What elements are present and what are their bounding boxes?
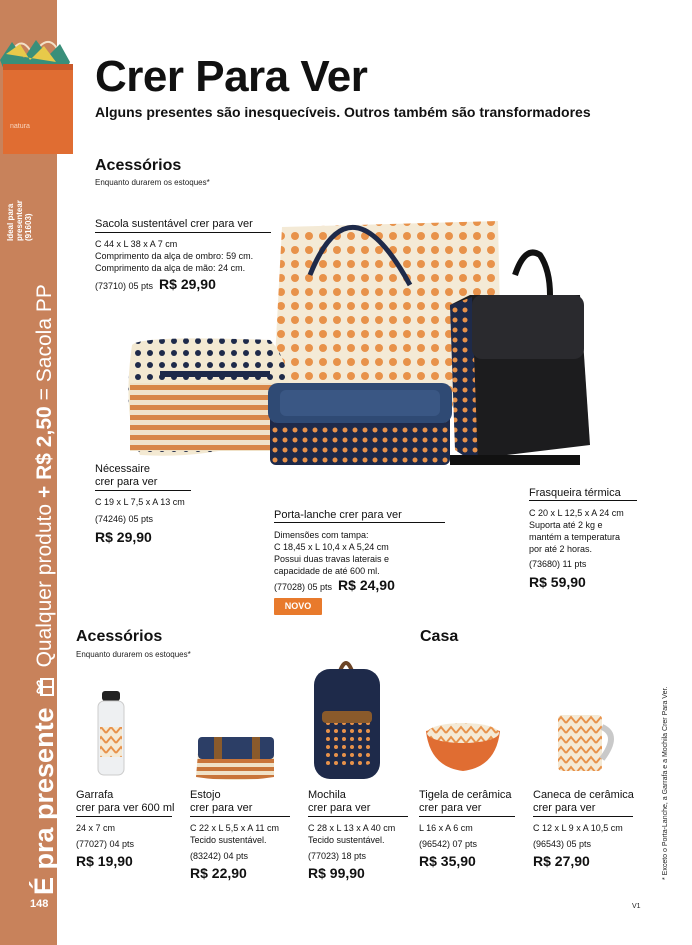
name-line: crer para ver <box>190 802 253 814</box>
product-name-garrafa <box>76 789 174 815</box>
detail-line: Tecido sustentável. <box>308 835 385 845</box>
product-pricing-porta-lanche <box>274 577 395 593</box>
product-name-mochila <box>308 789 370 815</box>
divider <box>76 816 172 817</box>
ideal-note <box>6 200 33 241</box>
section-title-acessorios: Acessórios <box>95 157 182 174</box>
divider <box>308 816 408 817</box>
detail-line: C 22 x L 5,5 x A 11 cm <box>190 823 280 833</box>
product-name-estojo <box>190 789 252 815</box>
product-price: R$ 29,90 <box>159 276 216 292</box>
product-price: R$ 22,90 <box>190 865 247 881</box>
detail-line: C 28 x L 13 x A 40 cm <box>308 823 396 833</box>
bottom-products-image <box>76 655 636 785</box>
product-price: R$ 27,90 <box>533 853 590 869</box>
detail-line: por até 2 horas. <box>529 544 593 554</box>
detail-line: C 44 x L 38 x A 7 cm <box>95 239 178 249</box>
name-line: Caneca de cerâmica <box>533 789 634 801</box>
divider <box>95 490 191 491</box>
name-line: crer para ver <box>419 802 482 814</box>
section-title-casa: Casa <box>420 628 459 645</box>
product-code: (96543) 05 pts <box>533 839 592 849</box>
banner-prefix: É pra presente <box>29 707 59 895</box>
product-detail: C 19 x L 7,5 x A 13 cm <box>95 497 185 507</box>
divider <box>529 500 637 501</box>
product-code: (77028) 05 pts <box>274 582 333 592</box>
version-label: V1 <box>632 903 641 910</box>
detail-line: Possui duas travas laterais e <box>274 554 390 564</box>
detail-line: Suporta até 2 kg e <box>529 520 603 530</box>
detail-line: Tecido sustentável. <box>190 835 267 845</box>
divider <box>190 816 290 817</box>
name-line: Mochila <box>308 789 346 801</box>
product-details-estojo <box>190 822 279 846</box>
product-price: R$ 99,90 <box>308 865 365 881</box>
detail-line: C 18,45 x L 10,4 x A 5,24 cm <box>274 542 389 552</box>
detail-line: Comprimento da alça de ombro: 59 cm. <box>95 251 254 261</box>
name-line: Nécessaire <box>95 463 151 475</box>
gift-bag-image <box>0 40 73 158</box>
product-name-porta-lanche: Porta-lanche crer para ver <box>274 509 402 521</box>
name-line: crer para ver <box>308 802 371 814</box>
detail-line: Comprimento da alça de mão: 24 cm. <box>95 263 246 273</box>
detail-line: C 20 x L 12,5 x A 24 cm <box>529 508 624 518</box>
banner-suffix: = Sacola PP <box>32 284 56 401</box>
product-details-sacola <box>95 238 253 274</box>
detail-line: mantém a temperatura <box>529 532 621 542</box>
section-note-2: Enquanto durarem os estoques* <box>76 650 191 659</box>
product-code: (83242) 04 pts <box>190 851 249 861</box>
product-detail: C 12 x L 9 x A 10,5 cm <box>533 823 623 833</box>
product-detail: 24 x 7 cm <box>76 823 116 833</box>
vertical-banner <box>29 284 60 895</box>
divider <box>274 522 445 523</box>
banner-price: + R$ 2,50 <box>32 406 56 498</box>
product-price: R$ 24,90 <box>338 577 395 593</box>
product-code: (77027) 04 pts <box>76 839 135 849</box>
product-code: (73710) 05 pts <box>95 281 154 291</box>
detail-line: capacidade de até 600 ml. <box>274 566 380 576</box>
product-details-porta-lanche <box>274 529 389 577</box>
page-title: Crer Para Ver <box>95 52 368 101</box>
name-line: Tigela de cerâmica <box>419 789 512 801</box>
name-line: crer para ver <box>533 802 596 814</box>
product-details-mochila <box>308 822 395 846</box>
name-line: Garrafa <box>76 789 114 801</box>
footer-disclaimer: * Exceto o Porta-Lanche, a Garrafa e a Mochila Crer Para Ver. <box>662 686 669 880</box>
product-name-necessaire <box>95 463 157 489</box>
banner-main: Qualquer produto <box>32 503 56 668</box>
name-line: crer para ver 600 ml <box>76 802 175 814</box>
product-price: R$ 59,90 <box>529 574 586 590</box>
product-name-frasqueira: Frasqueira térmica <box>529 487 621 499</box>
product-name-tigela <box>419 789 512 815</box>
section-note: Enquanto durarem os estoques* <box>95 178 210 187</box>
product-name-sacola: Sacola sustentável crer para ver <box>95 218 253 230</box>
detail-line: Dimensões com tampa: <box>274 530 369 540</box>
product-pricing-sacola <box>95 276 216 292</box>
divider <box>533 816 633 817</box>
ideal-line3: (91603) <box>24 213 33 241</box>
sidebar-band <box>0 0 57 945</box>
name-line: crer para ver <box>95 476 158 488</box>
product-price: R$ 35,90 <box>419 853 476 869</box>
product-code: (96542) 07 pts <box>419 839 478 849</box>
product-price: R$ 19,90 <box>76 853 133 869</box>
product-code: (77023) 18 pts <box>308 851 367 861</box>
bag-brand-text: natura <box>10 123 30 130</box>
gift-icon <box>35 677 55 697</box>
ideal-line1: Ideal para <box>6 203 15 241</box>
page-subtitle: Alguns presentes são inesquecíveis. Outros também são transformadores <box>95 104 591 120</box>
product-name-caneca <box>533 789 634 815</box>
product-code: (74246) 05 pts <box>95 514 154 524</box>
product-price: R$ 29,90 <box>95 529 152 545</box>
page-number: 148 <box>30 898 49 910</box>
product-detail: L 16 x A 6 cm <box>419 823 473 833</box>
divider <box>95 232 271 233</box>
name-line: Estojo <box>190 789 221 801</box>
ideal-line2: presentear <box>15 200 24 241</box>
product-details-frasqueira <box>529 507 624 555</box>
new-badge: NOVO <box>274 598 322 615</box>
section-title-acessorios-2: Acessórios <box>76 628 163 645</box>
divider <box>419 816 515 817</box>
product-code: (73680) 11 pts <box>529 559 587 569</box>
